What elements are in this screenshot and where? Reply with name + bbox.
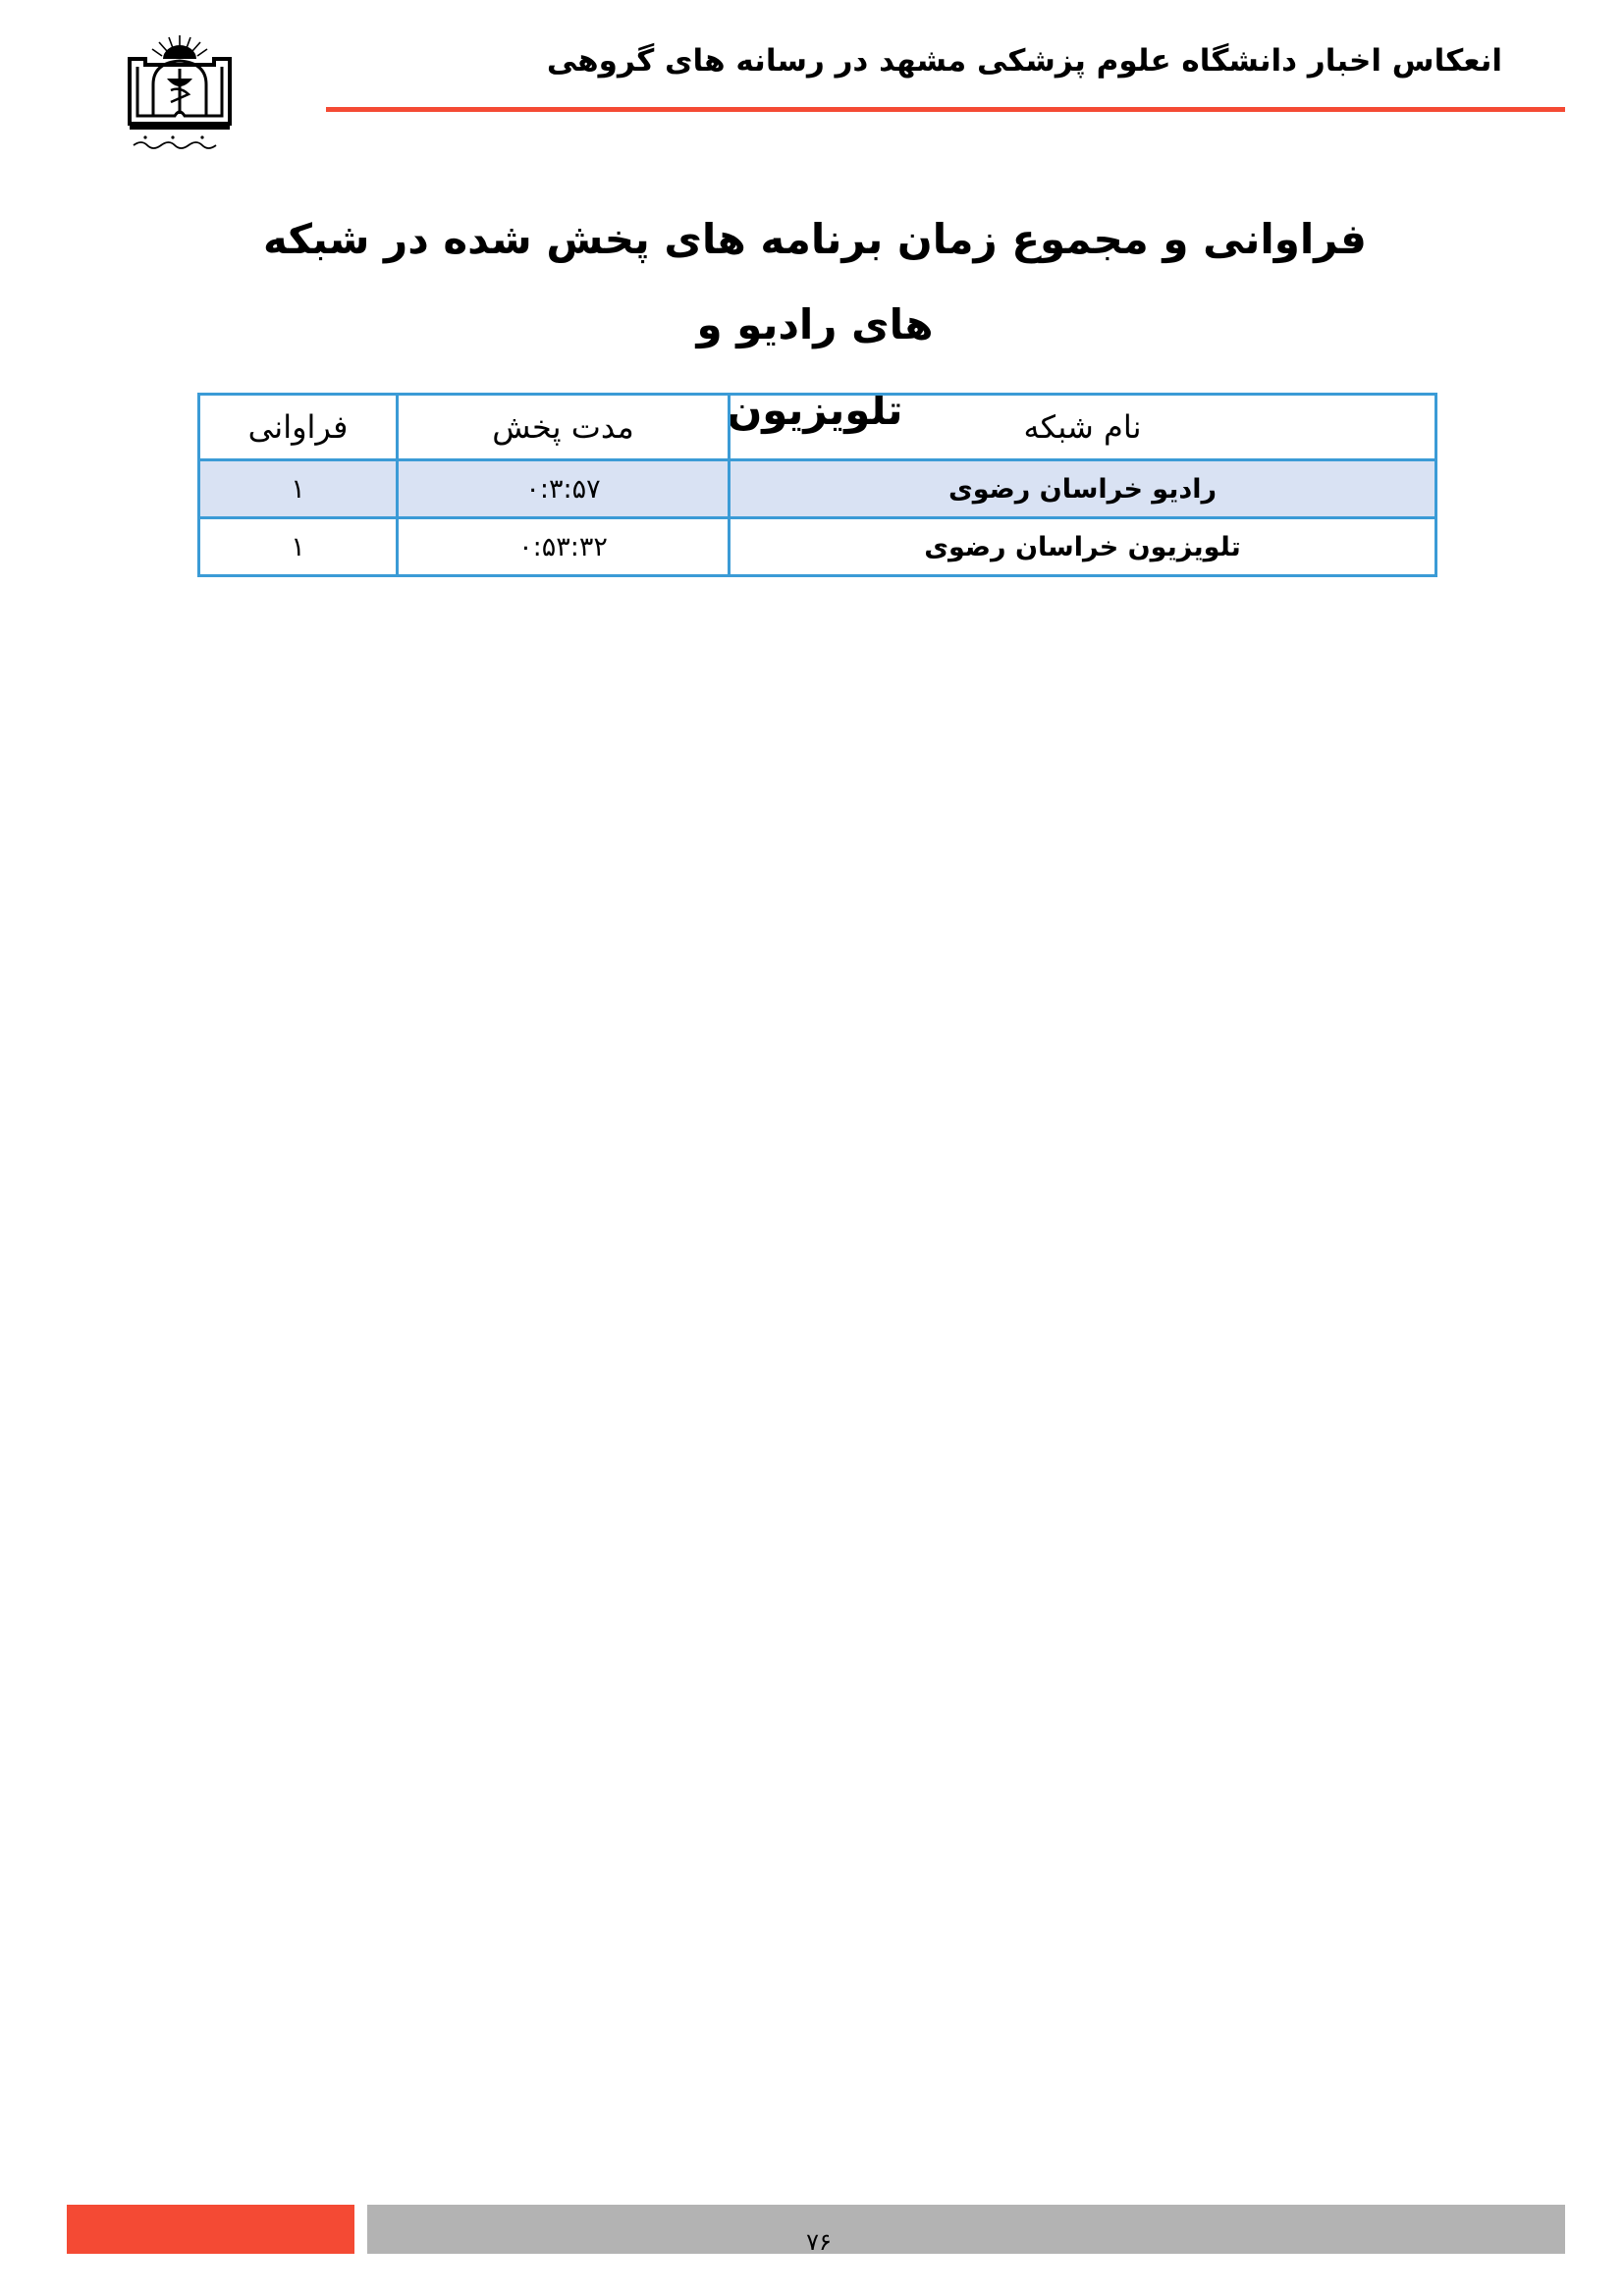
- table-row: [199, 460, 1436, 518]
- duration-cell: ۰:۳:۵۷: [398, 460, 730, 518]
- column-header-duration: مدت پخش: [398, 395, 730, 460]
- header-title: انعکاس اخبار دانشگاه علوم پزشکی مشهد در رسانه های گروهی: [546, 43, 1502, 79]
- university-logo: [116, 33, 244, 161]
- page-number: ۷۶: [806, 2228, 832, 2256]
- footer-accent-bar: [67, 2205, 354, 2254]
- frequency-cell: ۱: [199, 518, 398, 576]
- column-header-frequency: فراوانی: [199, 395, 398, 460]
- duration-cell: ۰:۵۳:۳۲: [398, 518, 730, 576]
- table-row: [199, 518, 1436, 576]
- column-header-network: نام شبکه: [730, 395, 1436, 460]
- network-cell: رادیو خراسان رضوی: [730, 460, 1436, 518]
- frequency-cell: ۱: [199, 460, 398, 518]
- page-title-line-2: تلویزیون: [727, 386, 903, 434]
- broadcast-frequency-table: [197, 393, 1437, 577]
- table-header-row: [199, 395, 1436, 460]
- header-divider: [326, 107, 1565, 112]
- page-title-line-1: فراوانی و مجموع زمان برنامه های پخش شده در شبکه های رادیو و: [263, 215, 1367, 348]
- network-cell: تلویزیون خراسان رضوی: [730, 518, 1436, 576]
